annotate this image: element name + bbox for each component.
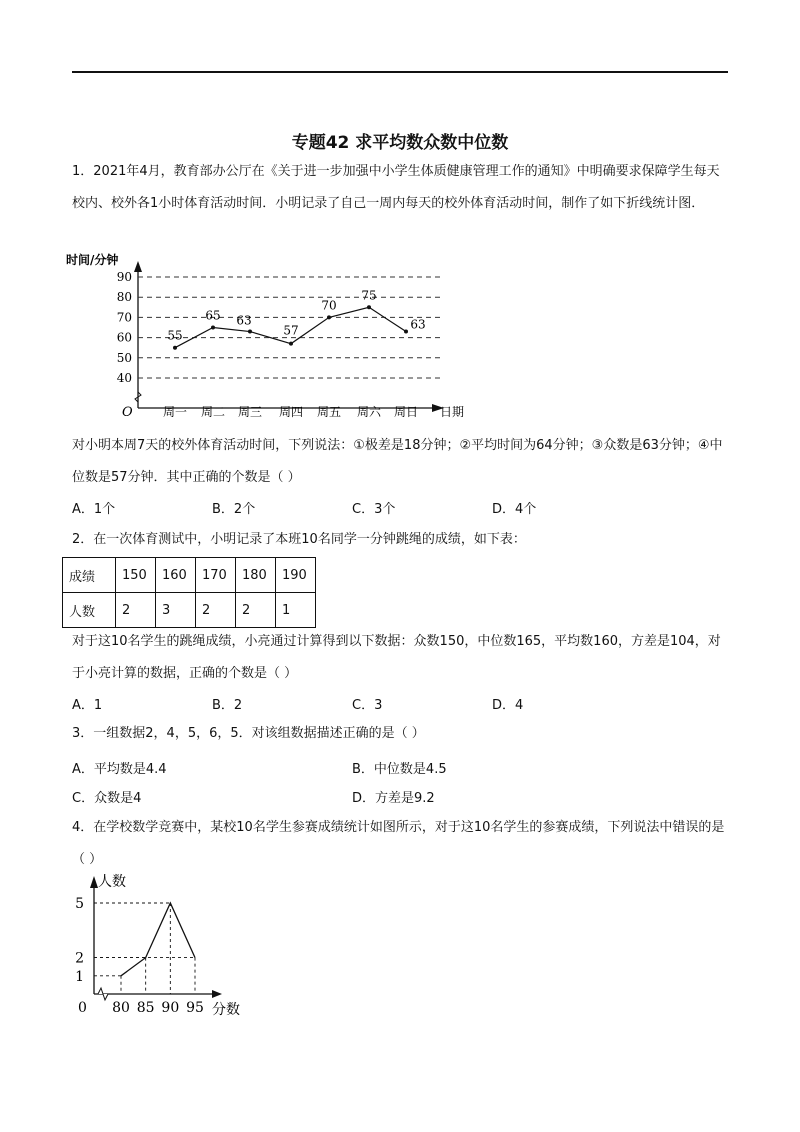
q2-question: 对于这10名学生的跳绳成绩，小亮通过计算得到以下数据：众数150，中位数165，平均数160，方差是104，对于小亮计算的数据，正确的个数是（ ） [72, 634, 721, 681]
header-rule [72, 71, 728, 73]
q2-option-c[interactable]: C．3 [352, 698, 383, 713]
y-tick-label: 2 [75, 950, 84, 967]
data-point [404, 330, 408, 334]
table-row [63, 558, 316, 593]
data-label: 75 [361, 288, 377, 303]
q3-option-a[interactable]: A．平均数是4.4 [72, 762, 167, 777]
x-tick-label: 80 [112, 1000, 130, 1016]
data-label: 55 [167, 328, 183, 343]
table-cell: 190 [276, 558, 316, 593]
x-tick-label: 周六 [356, 405, 382, 419]
score-frequency-chart [64, 870, 264, 1020]
x-tick-label: 周二 [200, 405, 226, 419]
y-axis-label: 人数 [98, 874, 126, 890]
q2-option-b[interactable]: B．2 [212, 698, 243, 713]
y-tick-label: 40 [116, 371, 132, 385]
q3-option-c[interactable]: C．众数是4 [72, 791, 142, 806]
data-point [248, 330, 252, 334]
data-point [367, 305, 371, 309]
x-tick-label: 周三 [237, 405, 263, 419]
x-tick-label: 90 [161, 1000, 180, 1016]
x-tick-label: 周五 [316, 405, 342, 419]
table-cell: 1 [276, 593, 316, 628]
q3-option-b[interactable]: B．中位数是4.5 [352, 762, 447, 777]
table-row [63, 593, 316, 628]
data-point [289, 342, 293, 346]
x-tick-label: 95 [186, 1000, 204, 1016]
table-cell: 人数 [63, 593, 116, 628]
x-axis-label: 分数 [212, 1002, 240, 1018]
q2-option-a[interactable]: A．1 [72, 698, 103, 713]
x-tick-label: 周一 [162, 405, 188, 419]
data-label: 70 [321, 298, 337, 313]
origin-label: 0 [78, 1000, 87, 1016]
q1-option-b[interactable]: B．2个 [212, 502, 256, 517]
data-point [173, 346, 177, 350]
y-tick-label: 70 [116, 310, 132, 325]
table-cell: 160 [156, 558, 196, 593]
y-tick-label: 80 [116, 290, 132, 305]
q1-question: 对小明本周7天的校外体育活动时间，下列说法：①极差是18分钟；②平均时间为64分钟；③众数是63分钟；④中位数是57分钟．其中正确的个数是（ ） [72, 438, 723, 485]
y-tick-label: 90 [116, 270, 132, 284]
table-cell: 2 [116, 593, 156, 628]
data-label: 57 [283, 323, 299, 338]
table-cell: 2 [236, 593, 276, 628]
series-line [121, 903, 195, 976]
y-axis-arrow [134, 261, 142, 272]
y-tick-label: 5 [75, 896, 84, 912]
table-cell: 成绩 [63, 558, 116, 593]
table-cell: 3 [156, 593, 196, 628]
y-tick-label: 1 [75, 968, 84, 985]
data-point [327, 315, 331, 319]
q1-option-c[interactable]: C．3个 [352, 502, 396, 517]
x-axis-label: 日期 [440, 405, 465, 419]
data-label: 63 [236, 313, 252, 328]
q1-option-a[interactable]: A．1个 [72, 502, 116, 517]
q3-stem: 3．一组数据2，4，5，6，5．对该组数据描述正确的是（ ） [72, 726, 425, 741]
table-cell: 2 [196, 593, 236, 628]
y-axis-label: 时间/分钟 [66, 253, 119, 267]
x-tick-label: 85 [136, 1000, 155, 1016]
axis-break [98, 988, 108, 1000]
q1-option-d[interactable]: D．4个 [492, 502, 537, 517]
y-tick-label: 50 [116, 350, 132, 365]
page-title: 专题42 求平均数众数中位数 [291, 133, 509, 153]
x-tick-label: 周四 [278, 405, 304, 419]
table-cell: 170 [196, 558, 236, 593]
score-table [62, 557, 316, 628]
q3-option-d[interactable]: D．方差是9.2 [352, 791, 435, 806]
x-axis-arrow [212, 990, 222, 998]
weekly-activity-line-chart [64, 250, 484, 425]
data-label: 63 [410, 317, 426, 332]
q4-stem: 4．在学校数学竞赛中，某校10名学生参赛成绩统计如图所示，对于这10名学生的参赛成绩，下列说法中错误的是（ ） [72, 820, 725, 867]
data-point [211, 326, 215, 330]
y-tick-label: 60 [116, 330, 132, 345]
q2-stem: 2．在一次体育测试中，小明记录了本班10名同学一分钟跳绳的成绩，如下表： [72, 532, 526, 547]
table-cell: 150 [116, 558, 156, 593]
table-cell: 180 [236, 558, 276, 593]
data-label: 65 [205, 308, 221, 323]
q2-option-d[interactable]: D．4 [492, 698, 524, 713]
q1-stem: 1．2021年4月，教育部办公厅在《关于进一步加强中小学生体质健康管理工作的通知》中明确要求保障学生每天校内、校外各1小时体育活动时间．小明记录了自己一周内每天的校外体育活动时间，制作了如下折线统计图． [72, 164, 720, 211]
y-axis-arrow [90, 876, 98, 888]
origin-label: O [122, 405, 133, 420]
x-tick-label: 周日 [393, 405, 419, 419]
